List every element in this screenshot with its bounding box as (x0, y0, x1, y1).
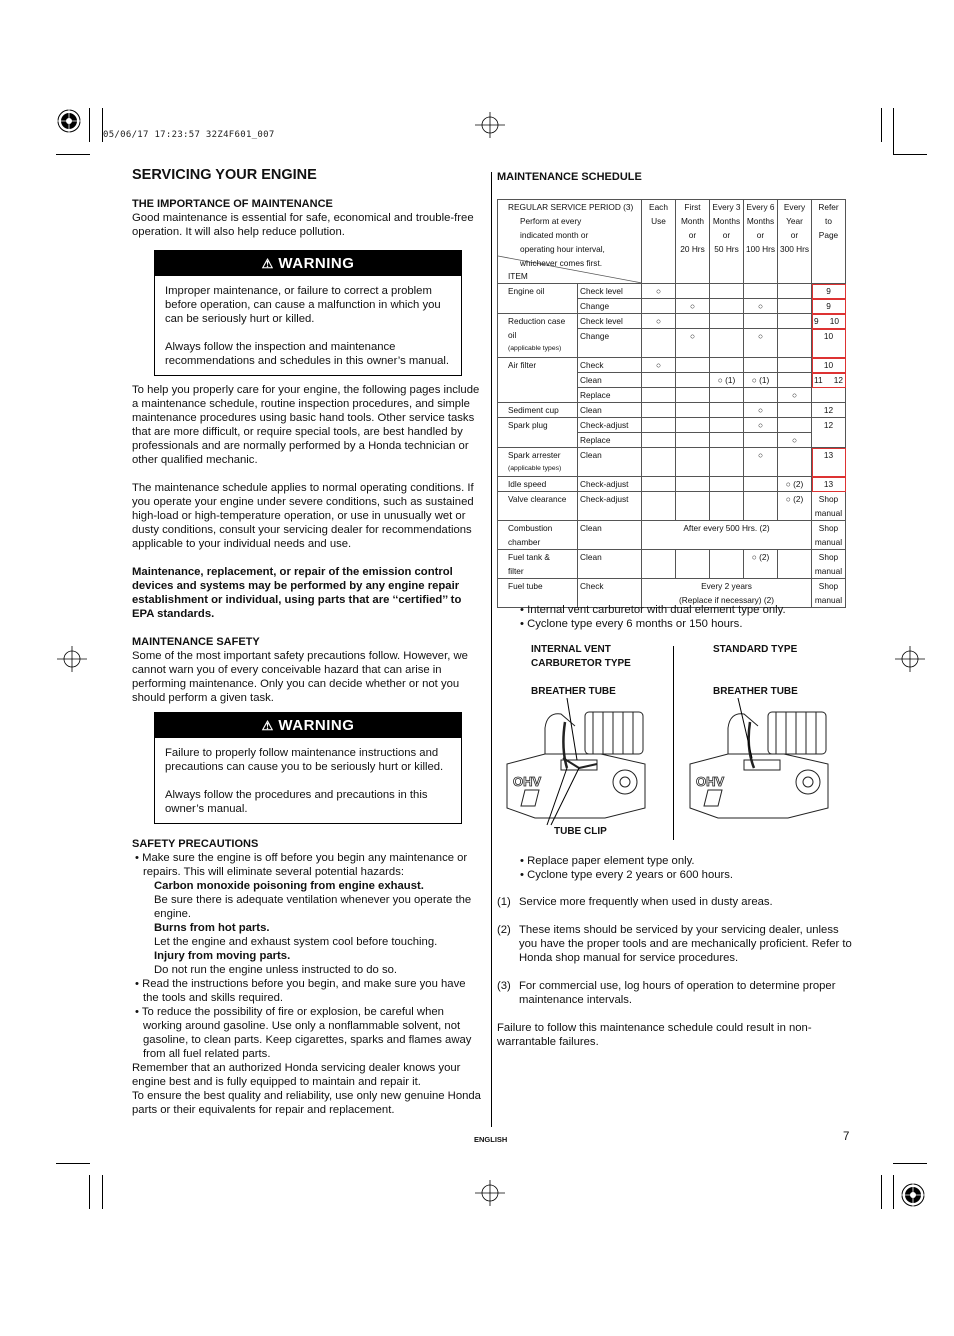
interval-note: After every 500 Hrs. (2) (642, 521, 812, 550)
schedule-heading: MAINTENANCE SCHEDULE (497, 171, 642, 183)
period-line: REGULAR SERVICE PERIOD (3) (508, 202, 634, 212)
page-ref-b: 12 (833, 375, 843, 385)
hazard-title: Burns from hot parts. (154, 922, 270, 934)
item-cell (498, 550, 578, 579)
mark-cell: ○ (744, 329, 778, 358)
column-header (744, 200, 778, 284)
action-cell: Check (578, 358, 642, 373)
header-line: Every 6 (746, 202, 775, 212)
precautions-heading: SAFETY PRECAUTIONS (132, 838, 259, 850)
hazard-title: Carbon monoxide poisoning from engine exhaust. (154, 880, 424, 892)
action-cell: Check level (578, 314, 642, 329)
importance-heading: THE IMPORTANCE OF MAINTENANCE (132, 198, 333, 210)
header-line: 100 Hrs (745, 244, 776, 254)
safety-body: Some of the most important safety precautions follow. However, we cannot warn you of every conceivable hazard that can arise in performing maintenance. Only you can decide whether or not you should perform a given task. (132, 650, 468, 704)
action-cell: Change (578, 329, 642, 358)
item-cell: Fuel tube (498, 579, 578, 608)
item-name: filter (508, 566, 524, 576)
header-line: 20 Hrs (680, 244, 705, 254)
table-row (498, 521, 846, 550)
note-item: • Internal vent carburetor with dual element type only. (520, 604, 786, 616)
item-note: (applicable types) (508, 465, 562, 472)
notes-list (520, 603, 786, 631)
table-row (498, 284, 846, 299)
footnote-number: (3) (497, 980, 511, 992)
figure-title-left (531, 643, 631, 671)
header-line: 300 Hrs (779, 244, 810, 254)
column-header (642, 200, 676, 284)
left-column (132, 168, 484, 1117)
figure-title-line: INTERNAL VENT (531, 644, 611, 655)
warning-text: Failure to properly follow maintenance instructions and precautions can cause you to be seriously hurt or killed. (165, 747, 444, 773)
footnote (497, 895, 857, 909)
item-cell: Sediment cup (498, 403, 578, 418)
mark-cell: ○ (676, 299, 710, 314)
page-ref: 9 (812, 299, 846, 314)
page-ref: 10 (812, 329, 846, 358)
action-cell: Replace (578, 433, 642, 448)
action-cell: Clean (578, 373, 642, 388)
mark-cell: ○ (1) (744, 373, 778, 388)
tube-clip-label: TUBE CLIP (554, 826, 607, 837)
mark-cell: ○ (744, 403, 778, 418)
mark-cell: ○ (2) (744, 550, 778, 579)
page-ref (812, 550, 846, 579)
note-item: • Cyclone type every 6 months or 150 hours. (520, 618, 743, 630)
header-line: Every (783, 202, 806, 212)
mark-cell: ○ (744, 299, 778, 314)
header-line: Months (746, 216, 775, 226)
page-ref: 12 (812, 418, 846, 448)
ohv-text: OHV (696, 774, 725, 789)
footnote-text: Service more frequently when used in dusty areas. (519, 896, 773, 908)
action-cell: Clean (578, 403, 642, 418)
registration-target-icon (56, 108, 82, 134)
item-cell: Idle speed (498, 477, 578, 492)
page-ref: 12 (812, 403, 846, 418)
header-line: Every 3 (712, 202, 741, 212)
header-line: or (722, 230, 731, 240)
warning-header (155, 713, 461, 738)
page-ref-line: Shop (818, 581, 839, 591)
period-line: indicated month or (520, 230, 589, 240)
mark-cell: ○ (642, 284, 676, 299)
table-row (498, 200, 846, 284)
footnote (497, 979, 857, 1007)
page-ref (812, 492, 846, 521)
period-line: whichever comes first. (520, 258, 603, 268)
item-cell: Engine oil (498, 284, 578, 314)
item-name: oil (508, 330, 517, 340)
item-name: Spark arrester (508, 450, 561, 460)
table-row (498, 492, 846, 521)
item-note: (applicable types) (508, 345, 562, 352)
item-cell: Air filter (498, 358, 578, 403)
crosshair-icon (895, 646, 925, 672)
hazard-body: Let the engine and exhaust system cool before touching. (154, 936, 438, 948)
header-line: Use (651, 216, 666, 226)
footnote-number: (2) (497, 924, 511, 936)
column-divider (491, 172, 492, 1127)
action-cell: Check level (578, 284, 642, 299)
header-line: or (688, 230, 697, 240)
interval-line: Every 2 years (701, 581, 752, 591)
table-row (498, 403, 846, 418)
header-line: or (790, 230, 799, 240)
note-item: • Cyclone type every 2 years or 600 hours. (520, 869, 734, 881)
final-note: Failure to follow this maintenance schedule could result in non-warrantable failures. (497, 1022, 812, 1048)
table-row (498, 477, 846, 492)
column-header (710, 200, 744, 284)
page-number: 7 (843, 1131, 850, 1143)
mark-cell: ○ (744, 418, 778, 433)
page-ref-line: manual (814, 508, 843, 518)
mark-cell: ○ (744, 448, 778, 477)
item-label: ITEM (508, 271, 528, 281)
item-cell: Spark plug (498, 418, 578, 448)
print-stamp: 05/06/17 17:23:57 32Z4F601_007 (103, 130, 275, 140)
header-line: or (756, 230, 765, 240)
page-ref-line: manual (814, 566, 843, 576)
item-name: Combustion (508, 523, 553, 533)
page-ref-a: 11 (814, 375, 823, 385)
table-row (498, 314, 846, 329)
action-cell: Check-adjust (578, 418, 642, 433)
header-line: Year (786, 216, 803, 226)
interval-line: (Replace if necessary) (2) (679, 595, 774, 605)
action-cell: Clean (578, 448, 642, 477)
note-item: • Replace paper element type only. (520, 855, 695, 867)
bullet-item: • To reduce the possibility of fire or explosion, be careful when working around gasoline. Use only a nonflammable solvent, not gasoline, to clean parts. Keep cigarettes, sparks and flames away from all fuel related parts. (135, 1006, 472, 1060)
bullet-item: • Make sure the engine is off before you begin any maintenance or repairs. This will eliminate several potential hazards: (135, 852, 468, 878)
page-ref (812, 521, 846, 550)
warning-label: WARNING (278, 255, 355, 272)
warning-triangle-icon: ⚠ (261, 718, 274, 733)
table-row (498, 358, 846, 373)
item-name: Reduction case (508, 316, 566, 326)
table-row (498, 418, 846, 433)
column-header (676, 200, 710, 284)
mark-cell: ○ (676, 329, 710, 358)
footnote (497, 923, 857, 965)
ohv-text: OHV (513, 774, 542, 789)
header-line: to (825, 216, 832, 226)
action-cell: Clean (578, 521, 642, 550)
warning-header (155, 251, 461, 276)
period-line: operating hour interval, (520, 244, 605, 254)
crosshair-icon (57, 646, 87, 672)
notes-list (520, 854, 733, 882)
footnote-number: (1) (497, 896, 511, 908)
page-ref (812, 373, 846, 388)
action-cell: Check-adjust (578, 492, 642, 521)
page-ref-a: 9 (814, 316, 819, 326)
action-cell: Replace (578, 388, 642, 403)
action-cell: Clean (578, 550, 642, 579)
hazard-body: Do not run the engine unless instructed to do so. (154, 964, 398, 976)
mark-cell: ○ (778, 388, 812, 403)
page-ref: 10 (812, 358, 846, 373)
warning-box (154, 250, 462, 376)
action-cell: Check (578, 579, 642, 608)
header-line: Month (680, 216, 705, 226)
warning-text: Improper maintenance, or failure to correct a problem before operation, can cause a malfunction in which you can be seriously hurt or killed. (165, 285, 441, 325)
footnote-text: These items should be serviced by your servicing dealer, unless you have the proper tools and are mechanically proficient. Refer to Honda shop manual for service procedures. (519, 924, 852, 964)
figure-title-right: STANDARD TYPE (713, 644, 798, 655)
page-ref-line: Shop (818, 552, 839, 562)
mark-cell: ○ (642, 358, 676, 373)
crosshair-icon (475, 112, 505, 138)
page-ref (812, 579, 846, 608)
footnote-text: For commercial use, log hours of operation to determine proper maintenance intervals. (519, 980, 836, 1006)
paragraph: To help you properly care for your engine, the following pages include a maintenance schedule, routine inspection procedures, and simple maintenance procedures using basic hand tools. Other service tasks that are more difficult, or require special tools, are best handled by professionals and are normally performed by a Honda technician or other qualified mechanic. (132, 384, 480, 466)
breather-tube-label: BREATHER TUBE (531, 686, 616, 697)
importance-body: Good maintenance is essential for safe, economical and trouble-free operation. It will also help reduce pollution. (132, 212, 474, 238)
page-ref: 13 (812, 477, 846, 492)
page-ref-line: manual (814, 537, 843, 547)
header-line: Each (649, 202, 668, 212)
maintenance-schedule-table (497, 199, 846, 608)
page-ref-line: Shop (818, 494, 839, 504)
paragraph: To ensure the best quality and reliability, use only new genuine Honda parts or their equivalents for repair and replacement. (132, 1090, 481, 1116)
header-line: 50 Hrs (714, 244, 739, 254)
engine-illustration-internal-vent (505, 698, 655, 826)
header-line: Months (712, 216, 741, 226)
header-line: Page (818, 230, 839, 240)
registration-target-icon (900, 1182, 926, 1208)
item-name: chamber (508, 537, 541, 547)
warning-label: WARNING (278, 717, 355, 734)
column-header (812, 200, 846, 284)
hazard-title: Injury from moving parts. (154, 950, 291, 962)
column-header (778, 200, 812, 284)
page-ref: 9 (812, 284, 846, 299)
mark-cell: ○ (778, 433, 812, 448)
crosshair-icon (475, 1180, 505, 1206)
mark-cell: ○ (2) (778, 477, 812, 492)
period-header-cell (498, 200, 642, 284)
item-name: Fuel tank & (508, 552, 550, 562)
warning-box (154, 712, 462, 824)
safety-heading: MAINTENANCE SAFETY (132, 636, 260, 648)
item-cell: Valve clearance (498, 492, 578, 521)
footnotes (497, 895, 857, 1049)
bullet-item: • Read the instructions before you begin, and make sure you have the tools and skills required. (135, 978, 466, 1004)
page-ref-line: Shop (818, 523, 839, 533)
page-ref-b: 10 (829, 316, 839, 326)
item-cell (498, 314, 578, 358)
table-row (498, 448, 846, 477)
paragraph: The maintenance schedule applies to normal operating conditions. If you operate your engine under severe conditions, such as sustained high-load or high-temperature operation, or use in unusually wet or dusty conditions, consult your servicing dealer for recommendations applicable to your individual needs and use. (132, 482, 474, 550)
page-ref-line: manual (814, 595, 843, 605)
action-cell: Change (578, 299, 642, 314)
action-cell: Check-adjust (578, 477, 642, 492)
emission-notice: Maintenance, replacement, or repair of the emission control devices and systems may be performed by any engine repair establishment or individual, using parts that are ‘‘certified’’ to EPA standards. (132, 566, 462, 620)
page-title: SERVICING YOUR ENGINE (132, 167, 317, 183)
page-ref: 13 (812, 448, 846, 477)
mark-cell: ○ (642, 314, 676, 329)
engine-illustration-standard (688, 698, 838, 826)
warning-text: Always follow the inspection and maintenance recommendations and schedules in this owner’s manual. (165, 341, 450, 367)
header-line: First (684, 202, 701, 212)
mark-cell: ○ (2) (778, 492, 812, 521)
figure-title-line: CARBURETOR TYPE (531, 658, 631, 669)
item-cell (498, 448, 578, 477)
item-cell (498, 521, 578, 550)
warning-triangle-icon: ⚠ (261, 256, 274, 271)
figure-divider (673, 646, 674, 840)
mark-cell: ○ (1) (710, 373, 744, 388)
footer-language: ENGLISH (474, 1135, 508, 1144)
paragraph: Remember that an authorized Honda servicing dealer knows your engine best and is fully equipped to maintain and repair it. (132, 1062, 461, 1088)
table-row (498, 550, 846, 579)
page-ref (812, 314, 846, 329)
warning-text: Always follow the procedures and precautions in this owner’s manual. (165, 789, 428, 815)
header-line: Refer (818, 202, 839, 212)
hazard-body: Be sure there is adequate ventilation whenever you operate the engine. (154, 894, 472, 920)
period-line: Perform at every (520, 216, 582, 226)
breather-tube-label: BREATHER TUBE (713, 686, 798, 697)
